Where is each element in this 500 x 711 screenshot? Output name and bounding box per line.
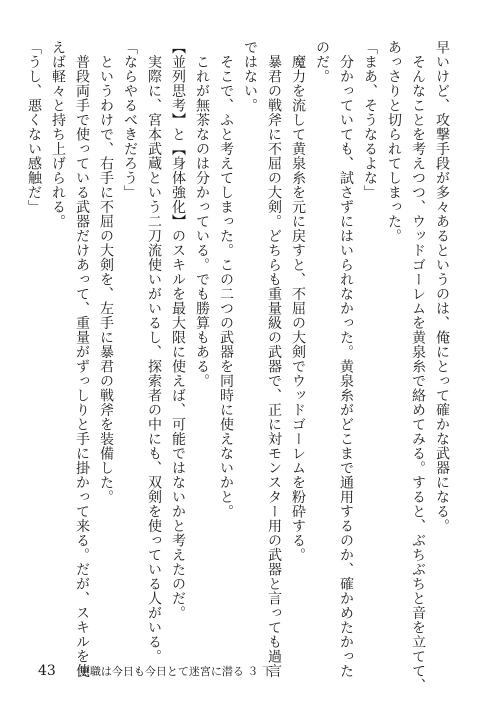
text-line: のだ。 xyxy=(314,40,330,84)
text-line: えば軽々と持ち上げられる。 xyxy=(50,40,66,229)
text-line: 【並列思考】と【身体強化】のスキルを最大限に使えば、可能ではないかと考えたのだ。 xyxy=(170,40,186,620)
text-line: 「うし、悪くない感触だ」 xyxy=(26,40,42,214)
text-line: 分かっていても、試さずにはいられなかった。黄泉糸がどこまで通用するのか、確かめたかった xyxy=(338,40,354,678)
text-line: そんなことを考えつつ、ウッドゴーレムを黄泉糸で絡めてみる。すると、ぶちぶちと音を立てて、 xyxy=(410,40,426,693)
text-line: これが無茶なのは分かっている。でも勝算もある。 xyxy=(194,40,210,388)
text-line: そこで、ふと考えてしまった。この二つの武器を同時に使えないかと。 xyxy=(218,40,234,519)
running-title: 無職は今日も今日とて迷宮に潜る ３ 下 xyxy=(78,665,273,678)
text-line: 「ならやるべきだろう」 xyxy=(122,40,138,200)
text-line: あっさりと切られてしまった。 xyxy=(386,40,402,243)
text-line: 「まあ、そうなるよな」 xyxy=(362,40,378,200)
text-line: ではない。 xyxy=(242,40,258,113)
page-number: 43 xyxy=(38,663,56,679)
page-footer xyxy=(38,660,273,679)
text-line: というわけで、右手に不屈の大剣を、左手に暴君の戦斧を装備した。 xyxy=(98,40,114,504)
text-line: 普段両手で使っている武器だけあって、重量がずっしりと手に掛かって来る。だが、スキルを使 xyxy=(74,40,90,678)
text-line: 魔力を流して黄泉糸を元に戻すと、不屈の大剣でウッドゴーレムを粉砕する。 xyxy=(290,40,306,562)
text-line: 暴君の戦斧に不屈の大剣。どちらも重量級の武器で、正に対モンスター用の武器と言っても過言 xyxy=(266,40,282,678)
text-line: 早いけど、攻撃手段が多々あるというのは、俺にとって確かな武器になる。 xyxy=(434,40,450,533)
text-line: 実際に、宮本武蔵という二刀流使いがいるし、探索者の中にも、双剣を使っている人がいる。 xyxy=(146,40,162,664)
